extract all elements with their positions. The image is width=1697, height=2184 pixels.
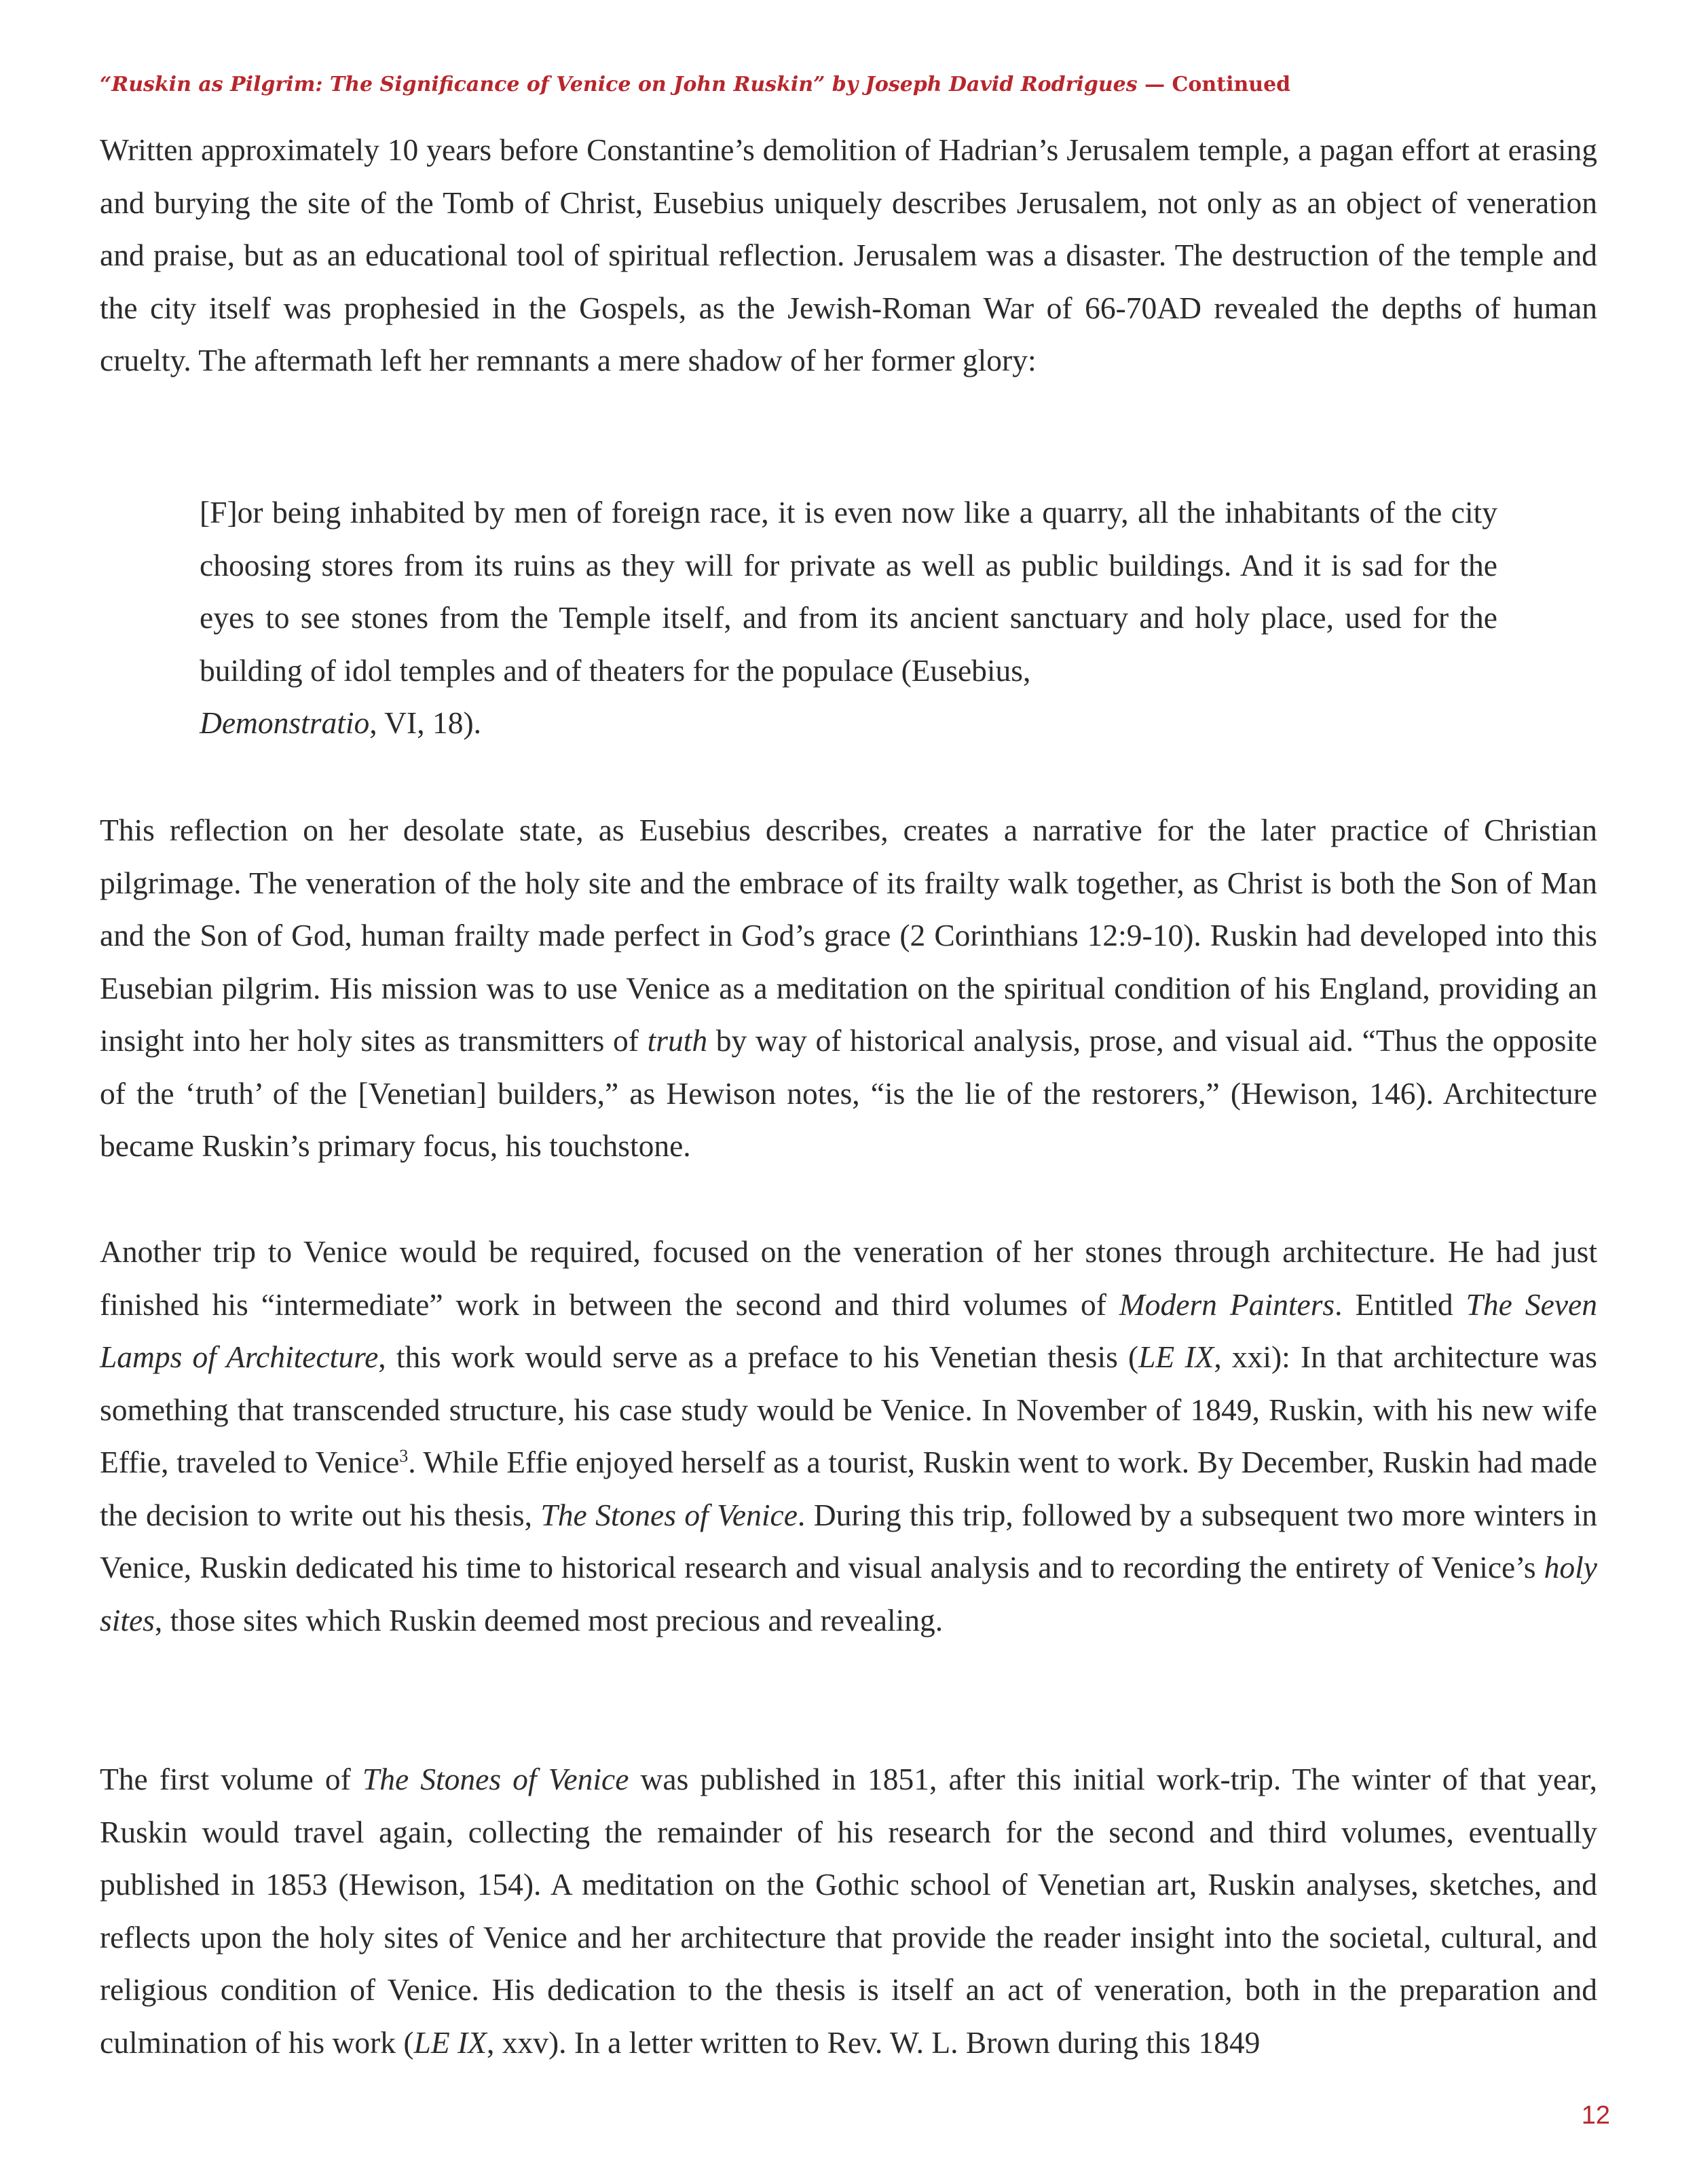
paragraph-3-italic-2: The Seven Lamps of Architecture — [100, 1287, 1597, 1374]
block-quote-citation-title: Demonstratio — [200, 705, 370, 740]
running-head-suffix: — Continued — [1137, 73, 1291, 96]
paragraph-3-text-2: . Entitled — [1335, 1287, 1466, 1322]
paragraph-3-italic-5: holy sites — [100, 1550, 1597, 1637]
paragraph-2 — [100, 804, 1597, 1172]
paragraph-4-italic-2: LE IX — [413, 2024, 487, 2060]
paragraph-4 — [100, 1753, 1597, 2069]
paragraph-3-text-5: . While Effie enjoyed herself as a tourist, Ruskin went to work. By December, Ruskin had made the decision to write out his thesis, — [100, 1445, 1597, 1532]
paragraph-3 — [100, 1225, 1597, 1646]
paragraph-3-italic-3: LE IX — [1138, 1339, 1214, 1374]
paragraph-3-text-7: , those sites which Ruskin deemed most precious and revealing. — [154, 1602, 944, 1637]
paragraph-3-italic-1: Modern Painters — [1119, 1287, 1335, 1322]
paragraph-3-text-3: , this work would serve as a preface to his Venetian thesis ( — [378, 1339, 1139, 1374]
block-quote — [200, 486, 1497, 749]
paragraph-1: Written approximately 10 years before Constantine’s demolition of Hadrian’s Jerusalem temple, a pagan effort at erasing and burying the site of the Tomb of Christ, Eusebius uniquely describes Jerusalem, not only as an object of veneration and praise, but as an educational tool of spiritual reflection. Jerusalem was a disaster. The destruction of the temple and the city itself was prophesied in the Gospels, as the Jewish-Roman War of 66-70AD revealed the depths of human cruelty. The aftermath left her remnants a mere shadow of her former glory: — [100, 132, 1597, 377]
running-head — [100, 68, 1600, 102]
page-number: 12 — [1581, 2101, 1610, 2130]
footnote-marker: 3 — [399, 1445, 409, 1466]
block-quote-text: [F]or being inhabited by men of foreign race, it is even now like a quarry, all the inhabitants of the city choosing stores from its ruins as they will for private as well as public buildings. And it is sad for the eyes to see stones from the Temple itself, and from its ancient sanctuary and holy place, used for the building of idol temples and of theaters for the populace (Eusebius, — [200, 495, 1497, 688]
paragraph-2-emphasis: truth — [647, 1023, 708, 1058]
paragraph-3-text-6: . During this trip, followed by a subsequent two more winters in Venice, Ruskin dedicated his time to historical research and visual analysis and to recording the entirety of Venice’s — [100, 1497, 1597, 1585]
paragraph-4-text-1: The first volume of — [100, 1762, 362, 1796]
paragraph-3-italic-4: The Stones of Venice — [540, 1497, 798, 1532]
paragraph-3-text-1: Another trip to Venice would be required, focused on the veneration of her stones through architecture. He had just finished his “intermediate” work in between the second and third volumes of — [100, 1234, 1597, 1322]
paragraph-4-text-2: was published in 1851, after this initial work-trip. The winter of that year, Ruskin would travel again, collecting the remainder of his research for the second and third volumes, eventually published in 1853 (Hewison, 154). A meditation on the Gothic school of Venetian art, Ruskin analyses, sketches, and reflects upon the holy sites of Venice and her architecture that provide the reader insight into the societal, cultural, and religious condition of Venice. His dedication to the thesis is itself an act of veneration, both in the preparation and culmination of his work ( — [100, 1762, 1597, 2060]
block-quote-citation-rest: , VI, 18). — [369, 705, 481, 740]
paragraph-4-italic-1: The Stones of Venice — [362, 1762, 629, 1796]
running-head-title: “Ruskin as Pilgrim: The Significance of Venice on John Ruskin” by Joseph David Rodrigues — [100, 73, 1138, 96]
paragraph-2-text-b: by way of historical analysis, prose, and visual aid. “Thus the opposite of the ‘truth’ of the [Venetian] builders,” as Hewison notes, “is the lie of the restorers,” (Hewison, 146). Architecture became Ruskin’s primary focus, his touchstone. — [100, 1023, 1597, 1163]
paragraph-3-text-4: , xxi): In that architecture was something that transcended structure, his case study would be Venice. In November of 1849, Ruskin, with his new wife Effie, traveled to Venice — [100, 1339, 1598, 1479]
paragraph-2-text-a: This reflection on her desolate state, as Eusebius describes, creates a narrative for the later practice of Christian pilgrimage. The veneration of the holy site and the embrace of its frailty walk together, as Christ is both the Son of Man and the Son of God, human frailty made perfect in God’s grace (2 Corinthians 12:9-10). Ruskin had developed into this Eusebian pilgrim. His mission was to use Venice as a meditation on the spiritual condition of his England, providing an insight into her holy sites as transmitters of — [100, 813, 1597, 1058]
paragraph-4-text-3: , xxv). In a letter written to Rev. W. L. Brown during this 1849 — [486, 2024, 1261, 2060]
